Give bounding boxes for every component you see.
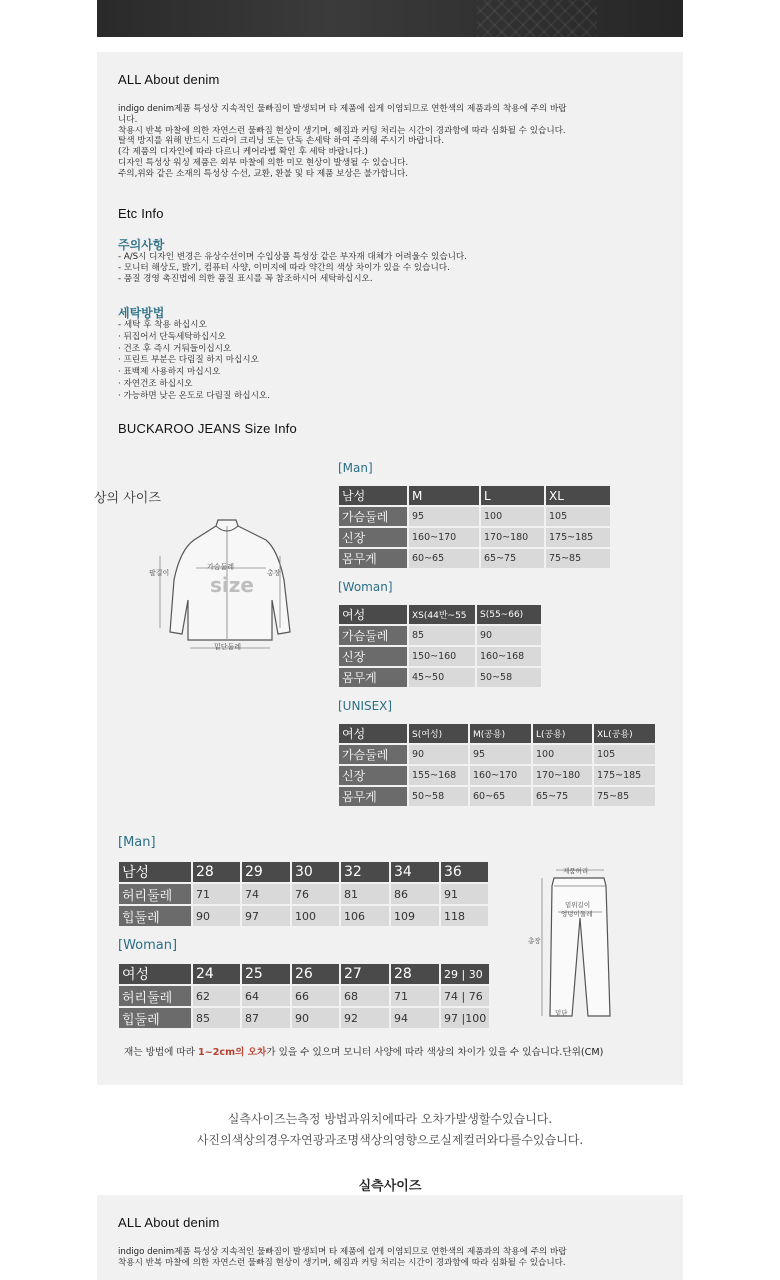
top-men-tag: [Man]: [338, 461, 373, 475]
caution-text: - A/S시 디자인 변경은 유상수선이며 수입상품 특성상 같은 부자재 대체가 어려울수 있습니다. - 모니터 해상도, 밝기, 컴퓨터 사양, 이미지에 따라 약간의 색상 차이가 있을 수 있습니다. - 품질 경영 촉진법에 의한 품질 표시를 꼭 참조하시어 세탁하십시오.: [118, 252, 467, 284]
rise-label: 밑위길이: [565, 901, 591, 909]
product-photo-strip: [97, 0, 683, 37]
waist-label: 제품허리: [563, 867, 589, 875]
pants-diagram: [520, 866, 640, 1026]
etc-info-title: Etc Info: [118, 206, 164, 221]
size-info-title: BUCKAROO JEANS Size Info: [118, 421, 297, 436]
info-panel-repeat: [97, 1195, 683, 1280]
wash-text: - 세탁 후 착용 하십시오 · 뒤집어서 단독세탁하십시오 · 건조 후 즉시 거둬들이십시오 · 프린트 부분은 다림질 하지 마십시오 · 표백제 사용하지 마십시오 · 자연건조 하십시오 · 가능하면 낮은 온도로 다림질 하십시오.: [118, 320, 270, 401]
top-women-table: 여성 XS(44반~55 S(55~66) 가슴둘레 85 90 신장 150~160 160~168 몸무게 45~50 50~58: [337, 603, 543, 689]
caption-line1: 실측사이즈는측정 방법과위치에따라 오차가발생할수있습니다.: [227, 1112, 553, 1126]
all-about-title: ALL About denim: [118, 72, 220, 87]
caution-title: 주의사항: [118, 238, 165, 252]
caption-line2: 사진의색상의경우자연광과조명색상의영향으로실제컬러와다를수있습니다.: [196, 1133, 584, 1147]
wash-title: 세탁방법: [118, 306, 165, 320]
hip-label: 엉덩이둘레: [561, 910, 593, 918]
repeat-text: indigo denim제품 특성상 지속적인 물빠짐이 발생되며 타 제품에 쉽게 이염되므로 연한색의 제품과의 착용에 주의 바랍 착용시 반복 마찰에 의한 자연스런 물빠짐 현상이 생기며, 헤짐과 커팅 처리는 시간이 경과함에 따라 심화될 수 있습니다.: [118, 1247, 567, 1268]
length-label: 총장: [267, 569, 281, 577]
pants-length-label: 총장: [528, 937, 541, 945]
pants-hem-label: 밑단: [555, 1009, 568, 1017]
top-size-diagram-title: 상의 사이즈: [94, 491, 161, 506]
all-about-text: indigo denim제품 특성상 지속적인 물빠짐이 발생되며 타 제품에 쉽게 이염되므로 연한색의 제품과의 착용에 주의 바랍 니다. 착용시 반복 마찰에 의한 자연스런 물빠짐 현상이 생기며, 헤짐과 커팅 처리는 시간이 경과함에 따라 심화될 수 있습니다. 탈색 방지를 위해 반드시 드라이 크리닝 또는 단독 손세탁 하여 주의해 주시기 바랍니다. (각 제품의 디자인에 따라 다르니 케어라벨 확인 후 세탁 바랍니다.) 디자인 특성상 워싱 제품은 외부 마찰에 의한 미모 현상이 발생될 수 있습니다. 주의,위와 같은 소재의 특성상 수선, 교환, 환불 및 타 제품 보상은 불가합니다.: [118, 104, 567, 179]
bottom-women-table: 여성 24 25 26 27 28 29 | 30 허리둘레 62 64 66 68 71 74 | 76 힙둘레 85 87 90 92 94 97 |100: [117, 962, 491, 1030]
sleeve-label: 팔길이: [149, 569, 170, 577]
actual-size-heading: 실측사이즈: [358, 1179, 422, 1194]
bottom-men-table: 남성 28 29 30 32 34 36 허리둘레 71 74 76 81 86 91 힙둘레 90 97 100 106 109 118: [117, 860, 490, 928]
top-unisex-table: 여성 S(여성) M(공용) L(공용) XL(공용) 가슴둘레 90 95 100 105 신장 155~168 160~170 170~180 175~185 몸무게 50~58 60~65 65~75 75~85: [337, 722, 657, 808]
top-men-table: 남성 M L XL 가슴둘레 95 100 105 신장 160~170 170~180 175~185 몸무게 60~65 65~75 75~85: [337, 484, 612, 570]
hem-label: 밑단둘레: [214, 643, 242, 651]
repeat-title: ALL About denim: [118, 1215, 220, 1230]
top-unisex-tag: [UNISEX]: [338, 699, 393, 713]
bottom-men-tag: [Man]: [118, 835, 156, 850]
chest-label: 가슴둘레: [207, 563, 235, 571]
bottom-women-tag: [Woman]: [118, 938, 178, 953]
top-women-tag: [Woman]: [338, 580, 393, 594]
measurement-note: 재는 방법에 따라 1~2cm의 오차가 있을 수 있으며 모니터 사양에 따라 색상의 차이가 있을 수 있습니다.단위(CM): [124, 1047, 604, 1058]
size-watermark: size: [210, 573, 254, 597]
